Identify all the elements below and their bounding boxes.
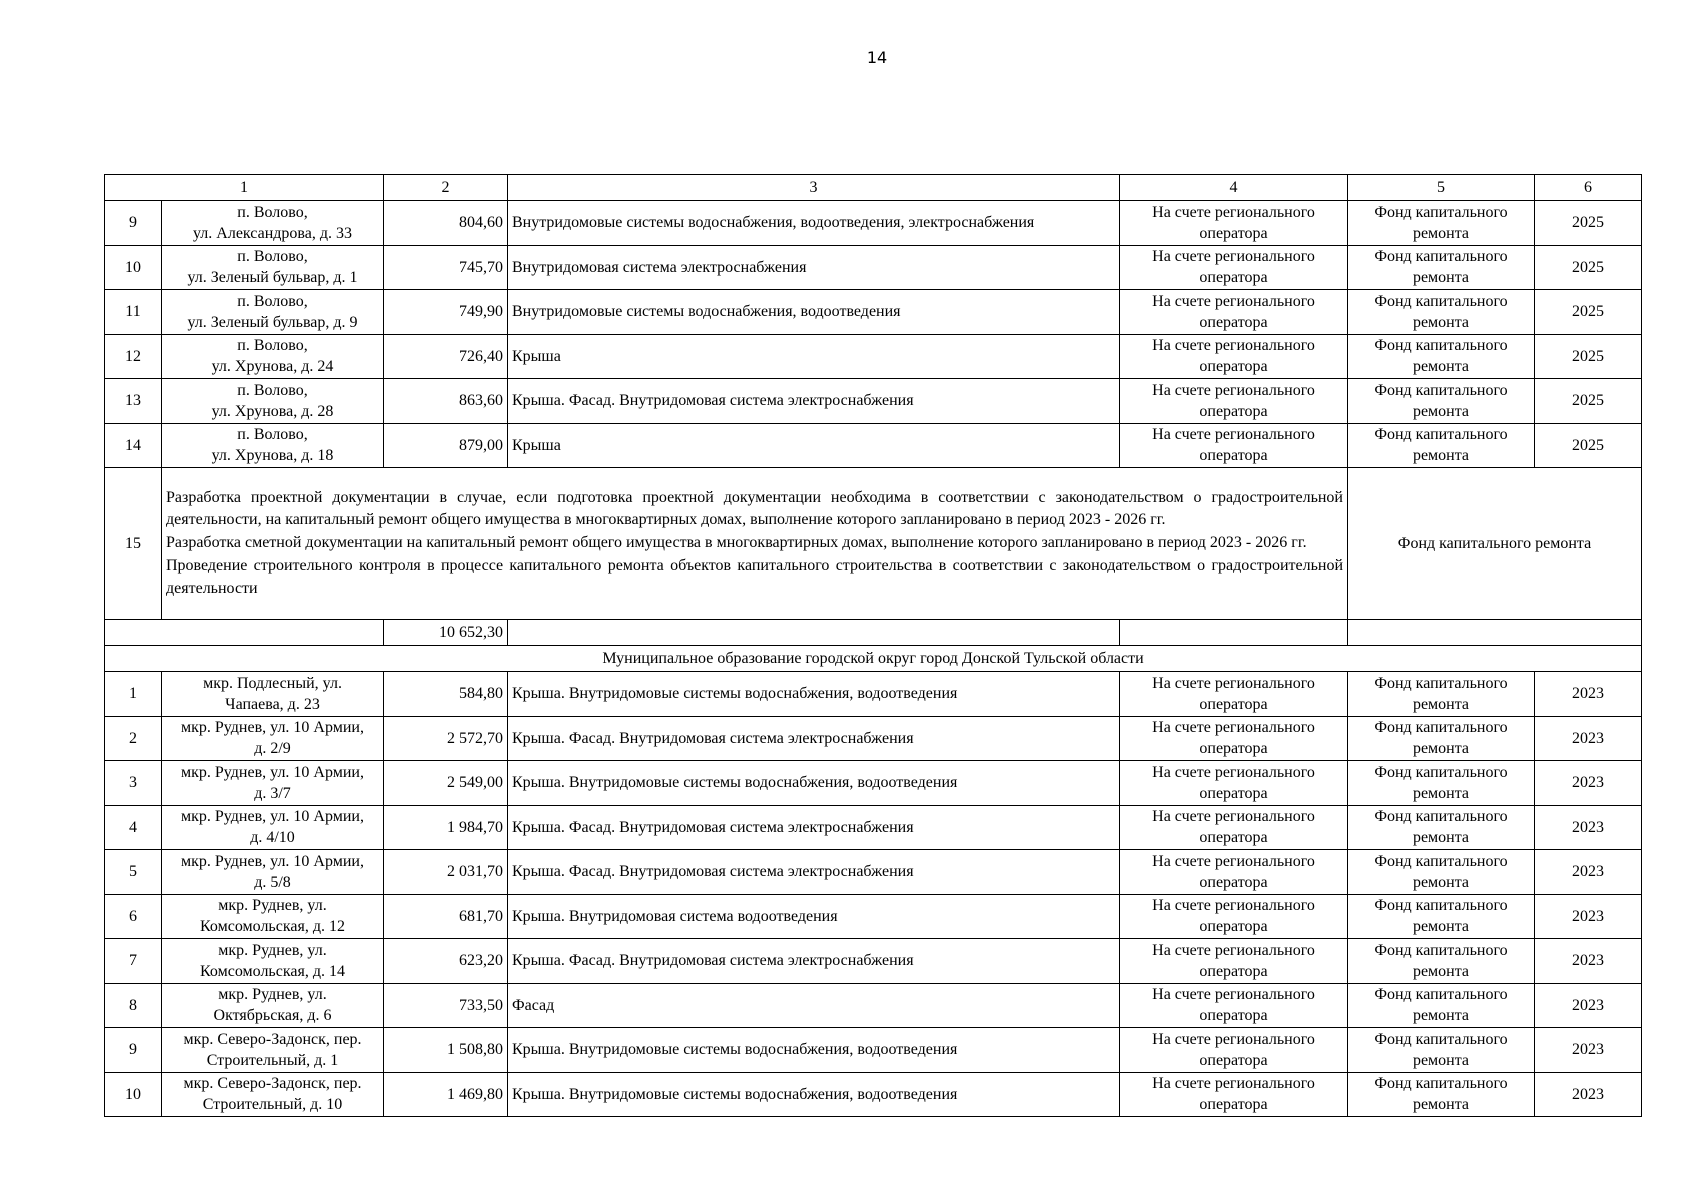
address-cell <box>162 716 384 761</box>
account-cell <box>1120 1028 1348 1073</box>
row-number: 9 <box>105 1028 162 1073</box>
address-cell <box>162 201 384 246</box>
funding-source-cell <box>1348 334 1535 379</box>
work-type-cell: Фасад <box>508 983 1120 1028</box>
funding-line-1: Фонд капитального <box>1374 426 1508 444</box>
address-line-2: ул. Хрунова, д. 18 <box>211 447 334 465</box>
column-number-row <box>105 175 1642 201</box>
row-number: 10 <box>105 1072 162 1117</box>
total-empty-cell <box>105 620 384 646</box>
year-cell: 2023 <box>1535 761 1642 806</box>
funding-line-1: Фонд капитального <box>1374 674 1508 692</box>
table-row <box>105 245 1642 290</box>
section-title: Муниципальное образование городской округ город Донской Тульской области <box>105 646 1642 672</box>
account-line-2: оператора <box>1199 873 1268 891</box>
funding-line-1: Фонд капитального <box>1374 1075 1508 1093</box>
funding-line-1: Фонд капитального <box>1374 763 1508 781</box>
address-line-2: Строительный, д. 1 <box>206 1051 339 1069</box>
account-line-1: На счете регионального <box>1152 1075 1315 1093</box>
area-cell: 623,20 <box>384 939 508 984</box>
address-line-2: ул. Хрунова, д. 28 <box>211 402 334 420</box>
account-line-1: На счете регионального <box>1152 203 1315 221</box>
area-cell: 745,70 <box>384 245 508 290</box>
row-number: 11 <box>105 290 162 335</box>
funding-line-1: Фонд капитального <box>1374 203 1508 221</box>
funding-source-cell: Фонд капитального ремонта <box>1348 468 1642 620</box>
year-cell: 2023 <box>1535 716 1642 761</box>
documentation-paragraph-1: Разработка проектной документации в случае, если подготовка проектной документации необходима в соответствии с законодательством о градостроительной деятельности, на капитальный ремонт общего имущества в многоквартирных домах, выполнение которого запланировано в период 2023 - 2026 гг. <box>166 488 1343 529</box>
funding-source-cell <box>1348 939 1535 984</box>
work-type-cell: Крыша <box>508 423 1120 468</box>
documentation-description-cell <box>162 468 1348 620</box>
address-line-1: п. Волово, <box>237 292 308 310</box>
total-row <box>105 620 1642 646</box>
work-type-cell: Внутридомовые системы водоснабжения, водоотведения, электроснабжения <box>508 201 1120 246</box>
account-cell <box>1120 850 1348 895</box>
address-line-1: мкр. Подлесный, ул. <box>203 674 342 692</box>
capital-repair-table <box>104 174 1642 1117</box>
funding-line-2: ремонта <box>1412 402 1470 420</box>
address-cell <box>162 761 384 806</box>
account-cell <box>1120 379 1348 424</box>
row-number: 7 <box>105 939 162 984</box>
work-type-cell: Крыша. Фасад. Внутридомовая система электроснабжения <box>508 939 1120 984</box>
documentation-paragraph-3: Проведение строительного контроля в процессе капитального ремонта объектов капитального строительства в соответствии с законодательством о градостроительной деятельности <box>166 556 1343 597</box>
table-row-documentation <box>105 468 1642 620</box>
year-cell: 2025 <box>1535 290 1642 335</box>
funding-source-cell <box>1348 805 1535 850</box>
address-line-2: Чапаева, д. 23 <box>225 695 320 713</box>
column-header-3: 3 <box>508 175 1120 201</box>
account-cell <box>1120 245 1348 290</box>
area-cell: 879,00 <box>384 423 508 468</box>
funding-line-2: ремонта <box>1412 740 1470 758</box>
work-type-cell: Крыша. Фасад. Внутридомовая система электроснабжения <box>508 805 1120 850</box>
year-cell: 2025 <box>1535 245 1642 290</box>
address-line-1: мкр. Руднев, ул. 10 Армии, <box>181 719 364 737</box>
funding-line-1: Фонд капитального <box>1374 1030 1508 1048</box>
area-cell: 1 469,80 <box>384 1072 508 1117</box>
address-cell <box>162 423 384 468</box>
address-line-2: д. 4/10 <box>250 829 295 847</box>
address-cell <box>162 939 384 984</box>
funding-source-cell <box>1348 245 1535 290</box>
work-type-cell: Крыша. Фасад. Внутридомовая система электроснабжения <box>508 716 1120 761</box>
funding-line-1: Фонд капитального <box>1374 381 1508 399</box>
funding-line-1: Фонд капитального <box>1374 248 1508 266</box>
total-empty-cell <box>1120 620 1348 646</box>
account-line-2: оператора <box>1199 784 1268 802</box>
account-line-2: оператора <box>1199 358 1268 376</box>
work-type-cell: Крыша. Внутридомовая система водоотведения <box>508 894 1120 939</box>
area-cell: 2 031,70 <box>384 850 508 895</box>
table-row <box>105 939 1642 984</box>
table-row <box>105 290 1642 335</box>
year-cell: 2025 <box>1535 379 1642 424</box>
address-line-1: п. Волово, <box>237 381 308 399</box>
account-cell <box>1120 894 1348 939</box>
address-cell <box>162 334 384 379</box>
table-row <box>105 672 1642 717</box>
address-cell <box>162 379 384 424</box>
funding-line-2: ремонта <box>1412 447 1470 465</box>
account-line-1: На счете регионального <box>1152 292 1315 310</box>
table-row <box>105 379 1642 424</box>
table-row <box>105 423 1642 468</box>
column-header-4: 4 <box>1120 175 1348 201</box>
total-empty-cell <box>1348 620 1642 646</box>
funding-source-cell <box>1348 761 1535 806</box>
area-cell: 863,60 <box>384 379 508 424</box>
funding-source-cell <box>1348 716 1535 761</box>
address-line-2: Комсомольская, д. 12 <box>200 918 345 936</box>
address-cell <box>162 672 384 717</box>
funding-source-cell <box>1348 379 1535 424</box>
address-line-1: мкр. Руднев, ул. <box>218 941 327 959</box>
funding-source-cell <box>1348 894 1535 939</box>
work-type-cell: Внутридомовые системы водоснабжения, водоотведения <box>508 290 1120 335</box>
address-line-1: мкр. Руднев, ул. <box>218 897 327 915</box>
address-line-2: ул. Зеленый бульвар, д. 9 <box>187 313 358 331</box>
table-row <box>105 1028 1642 1073</box>
account-cell <box>1120 939 1348 984</box>
funding-line-2: ремонта <box>1412 873 1470 891</box>
address-line-2: д. 2/9 <box>254 740 291 758</box>
area-cell: 2 549,00 <box>384 761 508 806</box>
account-line-2: оператора <box>1199 269 1268 287</box>
year-cell: 2023 <box>1535 894 1642 939</box>
account-line-2: оператора <box>1199 740 1268 758</box>
address-line-1: мкр. Руднев, ул. 10 Армии, <box>181 852 364 870</box>
funding-line-2: ремонта <box>1412 269 1470 287</box>
address-line-1: мкр. Северо-Задонск, пер. <box>183 1075 362 1093</box>
account-line-2: оператора <box>1199 1096 1268 1114</box>
account-line-2: оператора <box>1199 962 1268 980</box>
work-type-cell: Крыша <box>508 334 1120 379</box>
funding-line-2: ремонта <box>1412 224 1470 242</box>
year-cell: 2023 <box>1535 939 1642 984</box>
account-cell <box>1120 423 1348 468</box>
funding-source-cell <box>1348 850 1535 895</box>
account-line-2: оператора <box>1199 695 1268 713</box>
row-number: 14 <box>105 423 162 468</box>
address-line-1: п. Волово, <box>237 248 308 266</box>
funding-line-1: Фонд капитального <box>1374 719 1508 737</box>
account-cell <box>1120 716 1348 761</box>
row-number: 6 <box>105 894 162 939</box>
page-number: 14 <box>866 48 888 67</box>
year-cell: 2023 <box>1535 1028 1642 1073</box>
account-line-1: На счете регионального <box>1152 426 1315 444</box>
work-type-cell: Внутридомовая система электроснабжения <box>508 245 1120 290</box>
area-cell: 749,90 <box>384 290 508 335</box>
row-number: 4 <box>105 805 162 850</box>
funding-line-1: Фонд капитального <box>1374 808 1508 826</box>
column-header-6: 6 <box>1535 175 1642 201</box>
account-cell <box>1120 201 1348 246</box>
area-cell: 2 572,70 <box>384 716 508 761</box>
account-line-1: На счете регионального <box>1152 941 1315 959</box>
account-line-2: оператора <box>1199 1007 1268 1025</box>
year-cell: 2023 <box>1535 672 1642 717</box>
documentation-paragraph-2: Разработка сметной документации на капитальный ремонт общего имущества в многоквартирных домах, выполнение которого запланировано в период 2023 - 2026 гг. <box>166 534 1307 552</box>
address-line-2: Комсомольская, д. 14 <box>200 962 345 980</box>
row-number: 10 <box>105 245 162 290</box>
table-row <box>105 983 1642 1028</box>
row-number: 9 <box>105 201 162 246</box>
funding-source-cell <box>1348 1028 1535 1073</box>
funding-source-cell <box>1348 201 1535 246</box>
funding-source-cell <box>1348 672 1535 717</box>
total-empty-cell <box>508 620 1120 646</box>
work-type-cell: Крыша. Внутридомовые системы водоснабжения, водоотведения <box>508 672 1120 717</box>
row-number: 8 <box>105 983 162 1028</box>
address-line-1: мкр. Руднев, ул. <box>218 986 327 1004</box>
area-cell: 804,60 <box>384 201 508 246</box>
address-line-2: Октябрьская, д. 6 <box>213 1007 332 1025</box>
account-line-2: оператора <box>1199 402 1268 420</box>
account-cell <box>1120 983 1348 1028</box>
table-row <box>105 894 1642 939</box>
address-line-2: д. 5/8 <box>254 873 291 891</box>
funding-line-2: ремонта <box>1412 829 1470 847</box>
account-line-1: На счете регионального <box>1152 897 1315 915</box>
account-line-2: оператора <box>1199 313 1268 331</box>
year-cell: 2023 <box>1535 850 1642 895</box>
row-number: 15 <box>105 468 162 620</box>
account-line-2: оператора <box>1199 1051 1268 1069</box>
address-line-2: ул. Хрунова, д. 24 <box>211 358 334 376</box>
account-cell <box>1120 334 1348 379</box>
account-line-1: На счете регионального <box>1152 337 1315 355</box>
account-cell <box>1120 672 1348 717</box>
address-line-2: Строительный, д. 10 <box>202 1096 343 1114</box>
account-line-1: На счете регионального <box>1152 852 1315 870</box>
row-number: 3 <box>105 761 162 806</box>
funding-line-1: Фонд капитального <box>1374 897 1508 915</box>
table-row <box>105 201 1642 246</box>
table-row <box>105 1072 1642 1117</box>
row-number: 12 <box>105 334 162 379</box>
address-line-1: п. Волово, <box>237 426 308 444</box>
account-cell <box>1120 761 1348 806</box>
work-type-cell: Крыша. Фасад. Внутридомовая система электроснабжения <box>508 850 1120 895</box>
account-line-2: оператора <box>1199 224 1268 242</box>
column-header-5: 5 <box>1348 175 1535 201</box>
year-cell: 2023 <box>1535 805 1642 850</box>
area-cell: 1 984,70 <box>384 805 508 850</box>
funding-line-1: Фонд капитального <box>1374 986 1508 1004</box>
funding-line-2: ремонта <box>1412 313 1470 331</box>
address-line-2: ул. Зеленый бульвар, д. 1 <box>187 269 358 287</box>
address-line-1: п. Волово, <box>237 203 308 221</box>
funding-line-2: ремонта <box>1412 962 1470 980</box>
address-line-1: мкр. Северо-Задонск, пер. <box>183 1030 362 1048</box>
area-cell: 681,70 <box>384 894 508 939</box>
account-cell <box>1120 805 1348 850</box>
address-line-1: мкр. Руднев, ул. 10 Армии, <box>181 808 364 826</box>
row-number: 13 <box>105 379 162 424</box>
address-line-2: ул. Александрова, д. 33 <box>193 224 352 242</box>
account-cell <box>1120 290 1348 335</box>
funding-line-2: ремонта <box>1412 1051 1470 1069</box>
funding-line-2: ремонта <box>1412 695 1470 713</box>
address-cell <box>162 850 384 895</box>
column-header-1: 1 <box>105 175 384 201</box>
year-cell: 2023 <box>1535 1072 1642 1117</box>
area-cell: 733,50 <box>384 983 508 1028</box>
table-row <box>105 761 1642 806</box>
area-cell: 1 508,80 <box>384 1028 508 1073</box>
work-type-cell: Крыша. Внутридомовые системы водоснабжения, водоотведения <box>508 761 1120 806</box>
row-number: 2 <box>105 716 162 761</box>
funding-line-2: ремонта <box>1412 1096 1470 1114</box>
funding-source-cell <box>1348 1072 1535 1117</box>
account-line-2: оператора <box>1199 918 1268 936</box>
account-line-1: На счете регионального <box>1152 1030 1315 1048</box>
table-row <box>105 716 1642 761</box>
funding-line-1: Фонд капитального <box>1374 941 1508 959</box>
funding-line-2: ремонта <box>1412 358 1470 376</box>
funding-line-1: Фонд капитального <box>1374 292 1508 310</box>
address-cell <box>162 983 384 1028</box>
address-cell <box>162 894 384 939</box>
table-row <box>105 334 1642 379</box>
account-line-2: оператора <box>1199 447 1268 465</box>
address-line-1: мкр. Руднев, ул. 10 Армии, <box>181 763 364 781</box>
account-cell <box>1120 1072 1348 1117</box>
work-type-cell: Крыша. Внутридомовые системы водоснабжения, водоотведения <box>508 1072 1120 1117</box>
account-line-1: На счете регионального <box>1152 381 1315 399</box>
work-type-cell: Крыша. Внутридомовые системы водоснабжения, водоотведения <box>508 1028 1120 1073</box>
year-cell: 2025 <box>1535 201 1642 246</box>
total-area-cell: 10 652,30 <box>384 620 508 646</box>
funding-line-2: ремонта <box>1412 784 1470 802</box>
funding-line-1: Фонд капитального <box>1374 852 1508 870</box>
account-line-1: На счете регионального <box>1152 763 1315 781</box>
year-cell: 2023 <box>1535 983 1642 1028</box>
account-line-1: На счете регионального <box>1152 808 1315 826</box>
funding-line-1: Фонд капитального <box>1374 337 1508 355</box>
section-header-row <box>105 646 1642 672</box>
address-cell <box>162 805 384 850</box>
year-cell: 2025 <box>1535 334 1642 379</box>
area-cell: 726,40 <box>384 334 508 379</box>
address-cell <box>162 1028 384 1073</box>
row-number: 5 <box>105 850 162 895</box>
account-line-1: На счете регионального <box>1152 248 1315 266</box>
address-line-2: д. 3/7 <box>254 784 291 802</box>
address-cell <box>162 1072 384 1117</box>
funding-line-2: ремонта <box>1412 1007 1470 1025</box>
account-line-1: На счете регионального <box>1152 986 1315 1004</box>
row-number: 1 <box>105 672 162 717</box>
funding-source-cell <box>1348 423 1535 468</box>
address-line-1: п. Волово, <box>237 337 308 355</box>
year-cell: 2025 <box>1535 423 1642 468</box>
account-line-2: оператора <box>1199 829 1268 847</box>
address-cell <box>162 290 384 335</box>
address-cell <box>162 245 384 290</box>
table-row <box>105 850 1642 895</box>
table-row <box>105 805 1642 850</box>
column-header-2: 2 <box>384 175 508 201</box>
account-line-1: На счете регионального <box>1152 719 1315 737</box>
funding-source-cell <box>1348 290 1535 335</box>
area-cell: 584,80 <box>384 672 508 717</box>
work-type-cell: Крыша. Фасад. Внутридомовая система электроснабжения <box>508 379 1120 424</box>
account-line-1: На счете регионального <box>1152 674 1315 692</box>
funding-source-cell <box>1348 983 1535 1028</box>
funding-line-2: ремонта <box>1412 918 1470 936</box>
